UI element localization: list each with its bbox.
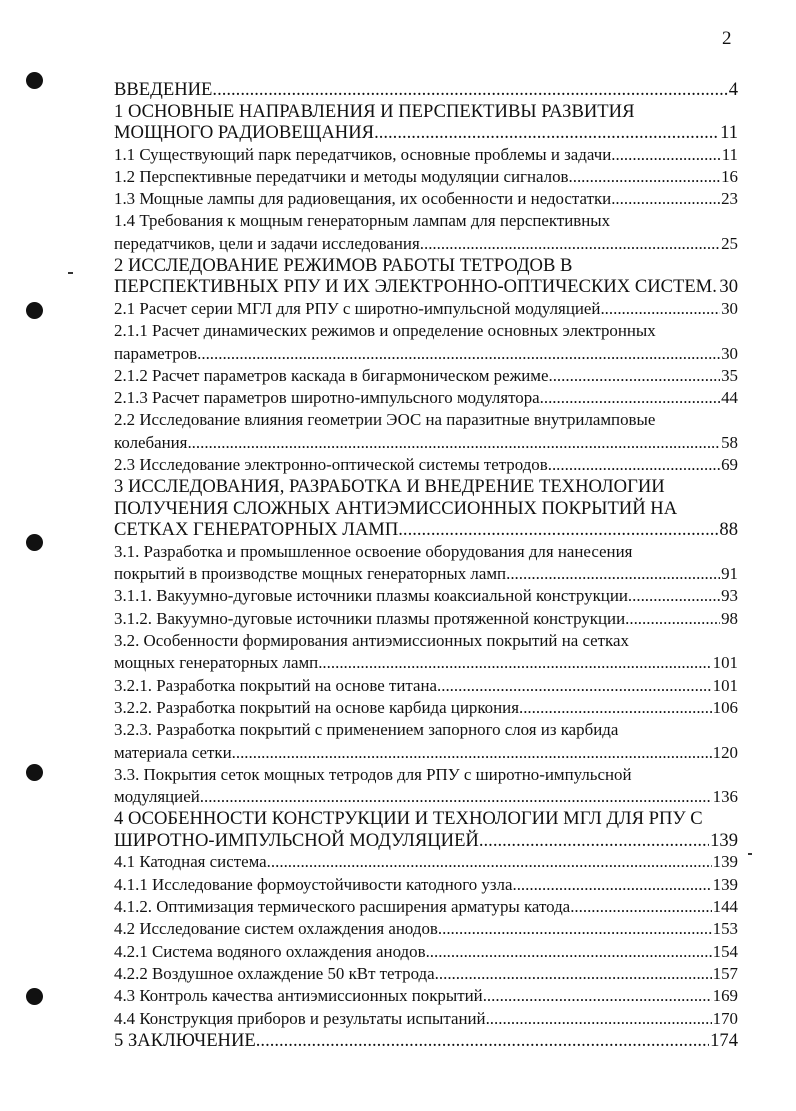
toc-entry-line bbox=[114, 585, 738, 607]
toc-entry-line bbox=[114, 652, 738, 674]
toc-entry-title: мощных генераторных ламп bbox=[114, 653, 319, 673]
dot-leader bbox=[232, 742, 712, 764]
toc-entry-title: 2.1.2 Расчет параметров каскада в бигармоническом режиме bbox=[114, 365, 549, 385]
dot-leader bbox=[486, 1008, 712, 1030]
toc-entry-title: 3.1.2. Вакуумно-дуговые источники плазмы протяженной конструкции bbox=[114, 608, 626, 628]
toc-entry-line bbox=[114, 1030, 738, 1052]
binding-hole-2 bbox=[26, 302, 43, 319]
dot-leader bbox=[611, 188, 720, 210]
dot-leader bbox=[426, 941, 712, 963]
toc-entry-line bbox=[114, 541, 738, 563]
toc-section-entry bbox=[114, 719, 738, 764]
toc-page-number: 139 bbox=[712, 852, 738, 872]
toc-page-number: 106 bbox=[712, 697, 738, 717]
dot-leader bbox=[438, 918, 712, 940]
toc-page-number: 11 bbox=[721, 144, 738, 164]
toc-section-entry bbox=[114, 963, 738, 985]
dot-leader bbox=[512, 874, 711, 896]
toc-entry-title: 4.2 Исследование систем охлаждения анодов bbox=[114, 919, 438, 939]
toc-section-entry bbox=[114, 166, 738, 188]
toc-entry-title: 4 ОСОБЕННОСТИ КОНСТРУКЦИИ И ТЕХНОЛОГИИ МГЛ ДЛЯ РПУ С bbox=[114, 808, 703, 830]
toc-entry-line bbox=[114, 432, 738, 454]
toc-entry-title: 3.2. Особенности формирования антиэмиссионных покрытий на сетках bbox=[114, 631, 629, 651]
toc-entry-title: покрытий в производстве мощных генераторных ламп bbox=[114, 564, 507, 584]
toc-section-entry bbox=[114, 697, 738, 719]
toc-page-number: 157 bbox=[712, 963, 738, 983]
toc-section-entry bbox=[114, 210, 738, 255]
toc-chapter-entry bbox=[114, 255, 738, 298]
toc-page-number: 30 bbox=[721, 343, 738, 363]
toc-entry-title: 3.1. Разработка и промышленное освоение оборудования для нанесения bbox=[114, 541, 633, 561]
toc-entry-title: 2.1.3 Расчет параметров широтно-импульсного модулятора bbox=[114, 388, 540, 408]
toc-entry-line bbox=[114, 896, 738, 918]
toc-entry-title: 1.3 Мощные лампы для радиовещания, их особенности и недостатки bbox=[114, 189, 612, 209]
toc-page-number: 30 bbox=[719, 276, 738, 298]
toc-page-number: 4 bbox=[728, 79, 738, 100]
toc-entry-title: ВВЕДЕНИЕ bbox=[114, 79, 213, 100]
toc-entry-line bbox=[114, 808, 738, 830]
toc-page-number: 139 bbox=[712, 874, 738, 894]
toc-entry-line bbox=[114, 320, 738, 342]
toc-entry-title: 2.2 Исследование влияния геометрии ЭОС на паразитные внутриламповые bbox=[114, 410, 656, 430]
toc-entry-title: 3.2.2. Разработка покрытий на основе карбида циркония bbox=[114, 697, 519, 717]
dot-leader bbox=[435, 963, 712, 985]
toc-page-number: 16 bbox=[721, 166, 738, 186]
toc-section-entry bbox=[114, 298, 738, 320]
toc-entry-title: 3.1.1. Вакуумно-дуговые источники плазмы коаксиальной конструкции bbox=[114, 586, 628, 606]
binding-hole-5 bbox=[26, 988, 43, 1005]
toc-page-number: 101 bbox=[712, 653, 738, 673]
toc-entry-line bbox=[114, 101, 738, 123]
toc-entry-line bbox=[114, 365, 738, 387]
dot-leader bbox=[628, 585, 720, 607]
toc-page-number: 91 bbox=[721, 564, 738, 584]
toc-page-number: 101 bbox=[712, 675, 738, 695]
dot-leader bbox=[548, 454, 720, 476]
toc-chapter-entry bbox=[114, 101, 738, 144]
toc-page-number: 69 bbox=[721, 455, 738, 475]
toc-entry-title: 4.4 Конструкция приборов и результаты испытаний bbox=[114, 1008, 486, 1028]
toc-entry-line bbox=[114, 697, 738, 719]
toc-section-entry bbox=[114, 454, 738, 476]
toc-entry-line bbox=[114, 276, 738, 298]
toc-section-entry bbox=[114, 541, 738, 586]
toc-page-number: 120 bbox=[712, 742, 738, 762]
binding-hole-1 bbox=[26, 72, 43, 89]
toc-chapter-entry bbox=[114, 808, 738, 851]
dot-leader bbox=[570, 896, 711, 918]
toc-entry-line bbox=[114, 985, 738, 1007]
toc-entry-title: колебания bbox=[114, 432, 188, 452]
page-number: 2 bbox=[722, 28, 732, 49]
dot-leader bbox=[506, 563, 720, 585]
dot-leader bbox=[519, 697, 712, 719]
dot-leader bbox=[197, 343, 720, 365]
toc-section-entry bbox=[114, 608, 738, 630]
toc-page-number: 88 bbox=[719, 519, 738, 541]
toc-entry-line bbox=[114, 519, 738, 541]
toc-section-entry bbox=[114, 320, 738, 365]
toc-page-number: 169 bbox=[712, 986, 738, 1006]
dot-leader bbox=[540, 387, 720, 409]
binding-hole-3 bbox=[26, 534, 43, 551]
toc-entry-line bbox=[114, 719, 738, 741]
toc-entry-line bbox=[114, 941, 738, 963]
toc-page-number: 136 bbox=[712, 787, 738, 807]
toc-page-number: 25 bbox=[721, 233, 738, 253]
dot-leader bbox=[611, 144, 720, 166]
toc-section-entry bbox=[114, 764, 738, 809]
dot-leader bbox=[187, 432, 720, 454]
toc-entry-line bbox=[114, 255, 738, 277]
dot-leader bbox=[548, 365, 720, 387]
toc-page-number: 170 bbox=[712, 1008, 738, 1028]
toc-page-number: 23 bbox=[721, 189, 738, 209]
toc-entry-title: ПОЛУЧЕНИЯ СЛОЖНЫХ АНТИЭМИССИОННЫХ ПОКРЫТИЙ НА bbox=[114, 497, 678, 519]
toc-page-number: 11 bbox=[720, 122, 738, 143]
dot-leader bbox=[420, 233, 720, 255]
scan-speck bbox=[748, 853, 752, 855]
toc-page-number: 93 bbox=[721, 586, 738, 606]
toc-entry-title: передатчиков, цели и задачи исследования bbox=[114, 233, 420, 253]
toc-entry-line bbox=[114, 210, 738, 232]
toc-page-number: 174 bbox=[710, 1029, 738, 1051]
toc-section-entry bbox=[114, 941, 738, 963]
toc-page-number: 144 bbox=[712, 897, 738, 917]
dot-leader bbox=[374, 122, 719, 144]
toc-section-entry bbox=[114, 851, 738, 873]
toc-chapter-entry bbox=[114, 1030, 738, 1052]
toc-section-entry bbox=[114, 144, 738, 166]
dot-leader bbox=[200, 786, 712, 808]
table-of-contents bbox=[114, 79, 738, 1051]
toc-entry-line bbox=[114, 387, 738, 409]
toc-entry-title: 2.3 Исследование электронно-оптической системы тетродов bbox=[114, 455, 548, 475]
toc-entry-title: материала сетки bbox=[114, 742, 232, 762]
toc-entry-title: 4.1.2. Оптимизация термического расширения арматуры катода bbox=[114, 897, 571, 917]
toc-entry-line bbox=[114, 166, 738, 188]
toc-entry-line bbox=[114, 874, 738, 896]
toc-page-number: 153 bbox=[712, 919, 738, 939]
toc-entry-title: 3.2.1. Разработка покрытий на основе титана bbox=[114, 675, 438, 695]
toc-section-entry bbox=[114, 918, 738, 940]
toc-entry-title: 1.4 Требования к мощным генераторным лампам для перспективных bbox=[114, 211, 611, 231]
toc-entry-line bbox=[114, 675, 738, 697]
dot-leader bbox=[212, 79, 727, 101]
toc-entry-title: 1.1 Существующий парк передатчиков, основные проблемы и задачи bbox=[114, 144, 612, 164]
toc-entry-line bbox=[114, 918, 738, 940]
toc-entry-line bbox=[114, 343, 738, 365]
dot-leader bbox=[479, 830, 709, 852]
toc-page-number: 139 bbox=[710, 829, 738, 851]
toc-entry-line bbox=[114, 188, 738, 210]
toc-entry-title: 4.2.2 Воздушное охлаждение 50 кВт тетрода bbox=[114, 963, 435, 983]
toc-entry-title: 2 ИССЛЕДОВАНИЕ РЕЖИМОВ РАБОТЫ ТЕТРОДОВ В bbox=[114, 254, 573, 276]
toc-page-number: 30 bbox=[721, 298, 738, 318]
dot-leader bbox=[318, 652, 711, 674]
toc-entry-title: 2.1.1 Расчет динамических режимов и определение основных электронных bbox=[114, 321, 656, 341]
dot-leader bbox=[267, 851, 712, 873]
toc-entry-title: ШИРОТНО-ИМПУЛЬСНОЙ МОДУЛЯЦИЕЙ bbox=[114, 829, 479, 851]
toc-section-entry bbox=[114, 896, 738, 918]
toc-entry-title: модуляцией bbox=[114, 787, 200, 807]
toc-entry-title: 1 ОСНОВНЫЕ НАПРАВЛЕНИЯ И ПЕРСПЕКТИВЫ РАЗВИТИЯ bbox=[114, 100, 635, 122]
dot-leader bbox=[398, 519, 718, 541]
toc-page-number: 58 bbox=[721, 432, 738, 452]
toc-entry-line bbox=[114, 786, 738, 808]
toc-entry-title: 4.1.1 Исследование формоустойчивости катодного узла bbox=[114, 874, 513, 894]
dot-leader bbox=[483, 985, 712, 1007]
toc-entry-line bbox=[114, 498, 738, 520]
toc-entry-title: СЕТКАХ ГЕНЕРАТОРНЫХ ЛАМП bbox=[114, 519, 399, 541]
dot-leader bbox=[256, 1030, 709, 1052]
toc-section-entry bbox=[114, 874, 738, 896]
toc-page-number: 44 bbox=[721, 388, 738, 408]
toc-entry-line bbox=[114, 608, 738, 630]
toc-section-entry bbox=[114, 188, 738, 210]
toc-section-entry bbox=[114, 409, 738, 454]
toc-entry-line bbox=[114, 742, 738, 764]
toc-entry-title: 2.1 Расчет серии МГЛ для РПУ с широтно-импульсной модуляцией bbox=[114, 298, 601, 318]
toc-entry-title: 5 ЗАКЛЮЧЕНИЕ bbox=[114, 1029, 256, 1051]
toc-section-entry bbox=[114, 1008, 738, 1030]
toc-entry-title: 3.2.3. Разработка покрытий с применением запорного слоя из карбида bbox=[114, 720, 619, 740]
toc-entry-line bbox=[114, 233, 738, 255]
toc-entry-line bbox=[114, 409, 738, 431]
toc-entry-title: 4.1 Катодная система bbox=[114, 852, 267, 872]
toc-entry-line bbox=[114, 79, 738, 101]
toc-section-entry bbox=[114, 630, 738, 675]
dot-leader bbox=[625, 608, 720, 630]
toc-section-entry bbox=[114, 985, 738, 1007]
toc-entry-line bbox=[114, 563, 738, 585]
toc-chapter-entry bbox=[114, 79, 738, 101]
toc-entry-line bbox=[114, 851, 738, 873]
toc-chapter-entry bbox=[114, 476, 738, 541]
toc-entry-title: 1.2 Перспективные передатчики и методы модуляции сигналов bbox=[114, 166, 569, 186]
toc-page-number: 154 bbox=[712, 941, 738, 961]
toc-entry-line bbox=[114, 830, 738, 852]
toc-section-entry bbox=[114, 585, 738, 607]
toc-entry-line bbox=[114, 963, 738, 985]
toc-entry-title: параметров bbox=[114, 343, 198, 363]
toc-entry-line bbox=[114, 454, 738, 476]
toc-entry-line bbox=[114, 764, 738, 786]
toc-entry-title: ПЕРСПЕКТИВНЫХ РПУ И ИХ ЭЛЕКТРОННО-ОПТИЧЕСКИХ СИСТЕМ bbox=[114, 276, 713, 298]
toc-section-entry bbox=[114, 365, 738, 387]
toc-entry-title: МОЩНОГО РАДИОВЕЩАНИЯ bbox=[114, 122, 375, 143]
toc-entry-line bbox=[114, 630, 738, 652]
toc-page-number: 98 bbox=[721, 608, 738, 628]
toc-section-entry bbox=[114, 675, 738, 697]
toc-entry-line bbox=[114, 476, 738, 498]
toc-entry-title: 3 ИССЛЕДОВАНИЯ, РАЗРАБОТКА И ВНЕДРЕНИЕ ТЕХНОЛОГИИ bbox=[114, 476, 665, 498]
dot-leader bbox=[437, 675, 712, 697]
toc-page-number: 35 bbox=[721, 365, 738, 385]
toc-entry-line bbox=[114, 144, 738, 166]
toc-entry-line bbox=[114, 1008, 738, 1030]
toc-entry-line bbox=[114, 122, 738, 144]
dot-leader bbox=[600, 298, 720, 320]
toc-entry-title: 4.2.1 Система водяного охлаждения анодов bbox=[114, 941, 426, 961]
scan-speck bbox=[68, 272, 73, 274]
toc-section-entry bbox=[114, 387, 738, 409]
binding-hole-4 bbox=[26, 764, 43, 781]
toc-entry-line bbox=[114, 298, 738, 320]
toc-entry-title: 4.3 Контроль качества антиэмиссионных покрытий bbox=[114, 986, 483, 1006]
toc-entry-title: 3.3. Покрытия сеток мощных тетродов для РПУ с широтно-импульсной bbox=[114, 764, 632, 784]
dot-leader bbox=[569, 166, 721, 188]
